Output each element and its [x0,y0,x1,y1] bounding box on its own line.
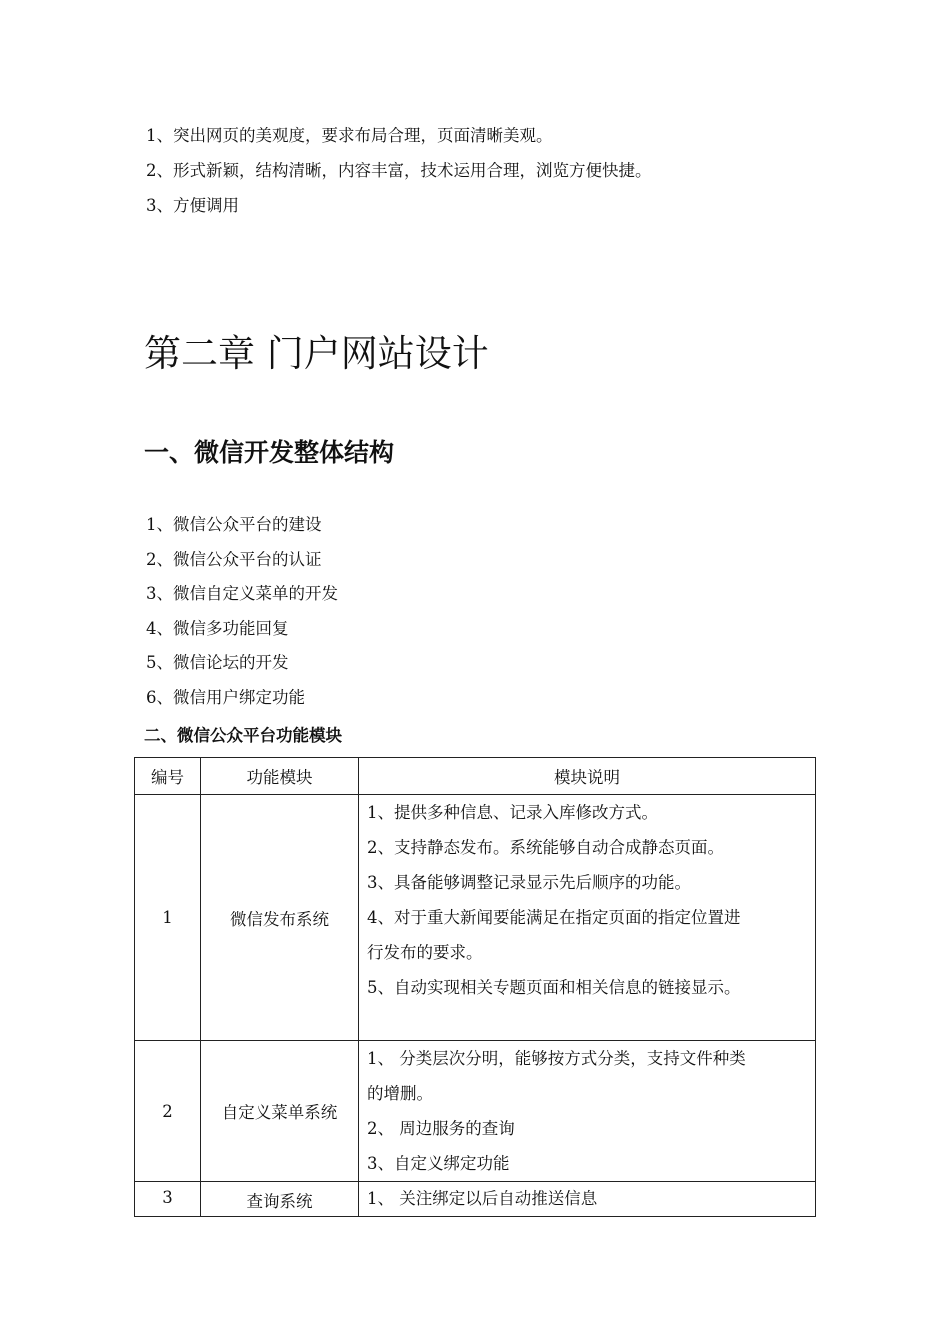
description-line: 3、自定义绑定功能 [367,1154,510,1173]
description-line: 1、提供多种信息、记录入库修改方式。 [367,803,658,822]
row-description [359,795,816,1041]
chapter-title: 第二章 门户网站设计 [144,332,489,375]
intro-item: 1、突出网页的美观度，要求布局合理，页面清晰美观。 [146,126,553,145]
header-module: 功能模块 [201,758,359,795]
row-module: 查询系统 [201,1182,359,1217]
row-description [359,1182,816,1217]
header-description: 模块说明 [359,758,816,795]
intro-item: 3、方便调用 [146,196,239,215]
description-line: 行发布的要求。 [367,943,483,962]
list-item: 1、微信公众平台的建设 [146,515,322,534]
table-row [135,795,816,1041]
row-module: 自定义菜单系统 [201,1041,359,1182]
list-item: 4、微信多功能回复 [146,619,289,638]
table-header-row [135,758,816,795]
list-item: 6、微信用户绑定功能 [146,688,305,707]
header-number: 编号 [135,758,201,795]
row-number: 1 [135,795,201,1041]
section-heading: 一、微信开发整体结构 [144,438,395,467]
description-line: 4、对于重大新闻要能满足在指定页面的指定位置进 [367,908,741,927]
description-line: 2、支持静态发布。系统能够自动合成静态页面。 [367,838,724,857]
description-line: 1、 分类层次分明，能够按方式分类，支持文件种类 [367,1049,746,1068]
list-item: 5、微信论坛的开发 [146,653,289,672]
description-line: 的增删。 [367,1084,433,1103]
description-line: 1、 关注绑定以后自动推送信息 [367,1189,598,1208]
description-line: 5、自动实现相关专题页面和相关信息的链接显示。 [367,978,741,997]
intro-item: 2、形式新颖，结构清晰，内容丰富，技术运用合理，浏览方便快捷。 [146,161,652,180]
list-item: 2、微信公众平台的认证 [146,550,322,569]
description-line: 2、 周边服务的查询 [367,1119,515,1138]
module-table [134,757,816,1217]
description-line: 3、具备能够调整记录显示先后顺序的功能。 [367,873,691,892]
row-number: 3 [135,1182,201,1217]
section-heading: 二、微信公众平台功能模块 [144,726,342,745]
row-number: 2 [135,1041,201,1182]
row-description [359,1041,816,1182]
list-item: 3、微信自定义菜单的开发 [146,584,338,603]
table-row [135,1182,816,1217]
row-module: 微信发布系统 [201,795,359,1041]
table-row [135,1041,816,1182]
